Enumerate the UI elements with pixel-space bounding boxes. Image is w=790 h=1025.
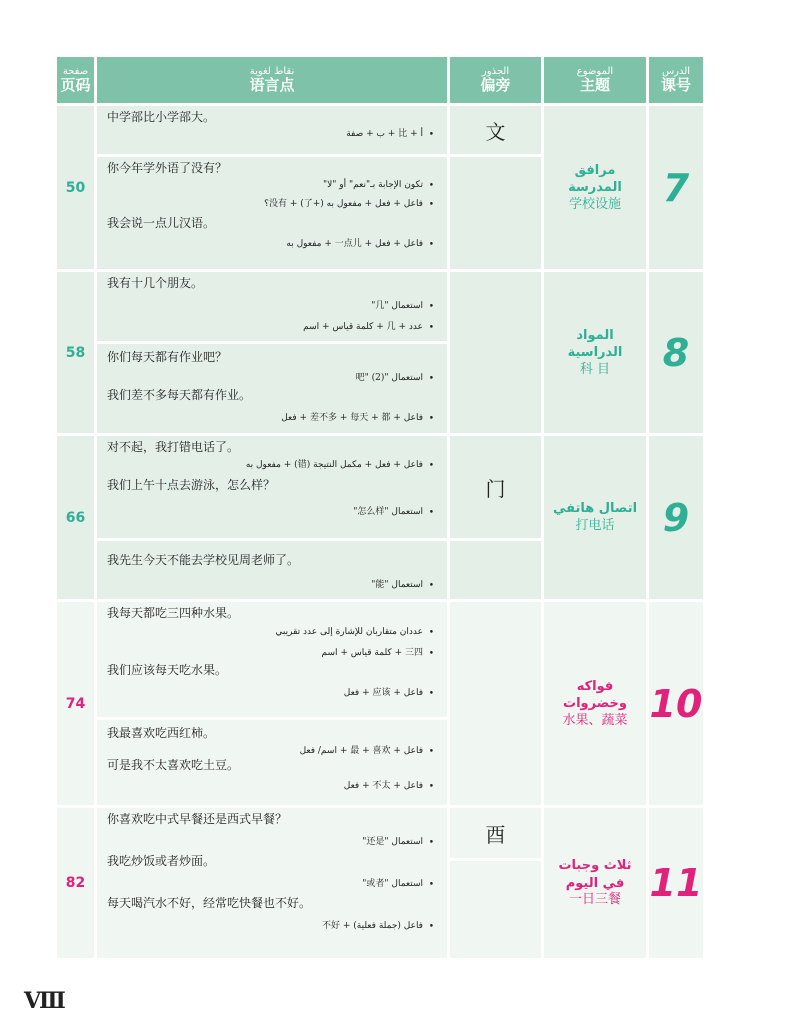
- grammar-pattern: فاعل + فعل + مفعول به (+了) + 没有؟: [264, 199, 423, 209]
- language-point: 我先生今天不能去学校见周老师了。 استعمال "能" •: [97, 541, 447, 599]
- radical-cell: 文: [450, 106, 541, 154]
- grammar-pattern: استعمال "吧" (2): [355, 373, 423, 383]
- language-point: 对不起，我打错电话了。 فاعل + فعل + مكمل النتيجة (错) + مفعول به • 我们上午十点去游泳，怎么样？ استعمال "怎么样" •: [97, 436, 447, 538]
- example-sentence: 可是我不太喜欢吃土豆。: [107, 758, 240, 772]
- lesson-number: 10: [649, 602, 703, 805]
- example-sentence: 你今年学外语了没有？: [107, 161, 228, 175]
- language-point: 我最喜欢吃西红柿。 فاعل + 最 + 喜欢 + اسم/ فعل • 可是我不太喜欢吃土豆。 فاعل + 不太 + فعل •: [97, 720, 447, 805]
- grammar-pattern: فاعل + 应该 + فعل: [343, 688, 423, 698]
- example-sentence: 我们上午十点去游泳，怎么样？: [107, 478, 276, 492]
- grammar-pattern: استعمال "或者": [362, 879, 423, 889]
- grammar-pattern: استعمال "还是": [362, 837, 423, 847]
- header-lesson: الدرس 课号: [649, 57, 703, 103]
- radical-cell: [450, 272, 541, 433]
- language-point: 中学部比小学部大。 أ + 比 + ب + صفة •: [97, 106, 447, 154]
- header-points: نقاط لغوية 语言点: [97, 57, 447, 103]
- grammar-pattern: عددان متقاربان للإشارة إلى عدد تقريبي: [275, 627, 423, 637]
- language-point: 我每天都吃三四种水果。 عددان متقاربان للإشارة إلى عدد تقريبي • 三四 + كلمة قياس + اسم • 我们应该每天吃水果。 فاعل + 应该 + فعل •: [97, 602, 447, 717]
- header-page: صفحة 页码: [57, 57, 94, 103]
- lesson-topic: ثلاث وجبات في اليوم 一日三餐: [544, 808, 646, 958]
- example-sentence: 每天喝汽水不好，经常吃快餐也不好。: [107, 896, 312, 910]
- language-point: 你们每天都有作业吧？ استعمال "吧" (2) • 我们差不多每天都有作业。 فاعل + 差不多 + 每天 + 都 + فعل •: [97, 344, 447, 433]
- lesson-number: 8: [649, 272, 703, 433]
- lesson-number: 7: [649, 106, 703, 269]
- page-number: 82: [57, 808, 94, 958]
- page-number: 74: [57, 602, 94, 805]
- example-sentence: 我最喜欢吃西红柿。: [107, 726, 216, 740]
- grammar-pattern: استعمال "能": [371, 580, 423, 590]
- lesson-number: 9: [649, 436, 703, 599]
- lesson-topic: فواكه وخضروات 水果、蔬菜: [544, 602, 646, 805]
- example-sentence: 中学部比小学部大。: [107, 110, 216, 124]
- lesson-topic: مرافق المدرسة 学校设施: [544, 106, 646, 269]
- grammar-pattern: فاعل + 不太 + فعل: [343, 781, 423, 791]
- lesson-number: 11: [649, 808, 703, 958]
- language-point: 你喜欢吃中式早餐还是西式早餐？ استعمال "还是" • 我吃炒饭或者炒面。 استعمال "或者" • 每天喝汽水不好，经常吃快餐也不好。 فاعل (جملة فعلية) + 不好 •: [97, 808, 447, 958]
- header-radical: الجذور 偏旁: [450, 57, 541, 103]
- radical-cell: 门: [450, 436, 541, 538]
- page-number: 58: [57, 272, 94, 433]
- example-sentence: 对不起，我打错电话了。: [107, 440, 240, 454]
- lesson-topic: المواد الدراسية 科 目: [544, 272, 646, 433]
- page-footer-numeral: Ⅷ: [24, 988, 65, 1014]
- grammar-pattern: 三四 + كلمة قياس + اسم: [321, 648, 423, 658]
- language-point: 我有十几个朋友。 استعمال "几" • عدد + 几 + كلمة قياس + اسم •: [97, 272, 447, 341]
- grammar-pattern: فاعل + فعل + مكمل النتيجة (错) + مفعول به: [245, 460, 423, 470]
- example-sentence: 你喜欢吃中式早餐还是西式早餐？: [107, 812, 288, 826]
- grammar-pattern: أ + 比 + ب + صفة: [346, 129, 423, 139]
- example-sentence: 我们应该每天吃水果。: [107, 663, 228, 677]
- grammar-pattern: فاعل (جملة فعلية) + 不好: [322, 921, 423, 931]
- example-sentence: 你们每天都有作业吧？: [107, 350, 228, 364]
- example-sentence: 我先生今天不能去学校见周老师了。: [107, 553, 300, 567]
- language-point: 你今年学外语了没有？ تكون الإجابة بـ"نعم" أو "لا" • فاعل + فعل + مفعول به (+了) + 没有؟ • 我会说一点儿汉语。 فاعل + فعل + 一点儿 + مفعول به •: [97, 157, 447, 269]
- grammar-pattern: استعمال "几": [371, 301, 423, 311]
- page-number: 50: [57, 106, 94, 269]
- example-sentence: 我每天都吃三四种水果。: [107, 606, 240, 620]
- page-number: 66: [57, 436, 94, 599]
- radical-cell: [450, 602, 541, 805]
- grammar-pattern: فاعل + 差不多 + 每天 + 都 + فعل: [281, 413, 423, 423]
- grammar-pattern: استعمال "怎么样": [353, 507, 423, 517]
- radical-cell: [450, 541, 541, 599]
- radical-cell: 酉: [450, 808, 541, 858]
- grammar-pattern: فاعل + فعل + 一点儿 + مفعول به: [286, 239, 423, 249]
- example-sentence: 我们差不多每天都有作业。: [107, 388, 252, 402]
- grammar-pattern: تكون الإجابة بـ"نعم" أو "لا": [323, 180, 423, 190]
- example-sentence: 我会说一点儿汉语。: [107, 216, 216, 230]
- grammar-pattern: عدد + 几 + كلمة قياس + اسم: [303, 322, 423, 332]
- example-sentence: 我吃炒饭或者炒面。: [107, 854, 216, 868]
- example-sentence: 我有十几个朋友。: [107, 276, 204, 290]
- header-topic: الموضوع 主题: [544, 57, 646, 103]
- lesson-topic: اتصال هاتفي 打电话: [544, 436, 646, 599]
- radical-cell: [450, 861, 541, 958]
- grammar-pattern: فاعل + 最 + 喜欢 + اسم/ فعل: [299, 746, 423, 756]
- radical-cell: [450, 157, 541, 269]
